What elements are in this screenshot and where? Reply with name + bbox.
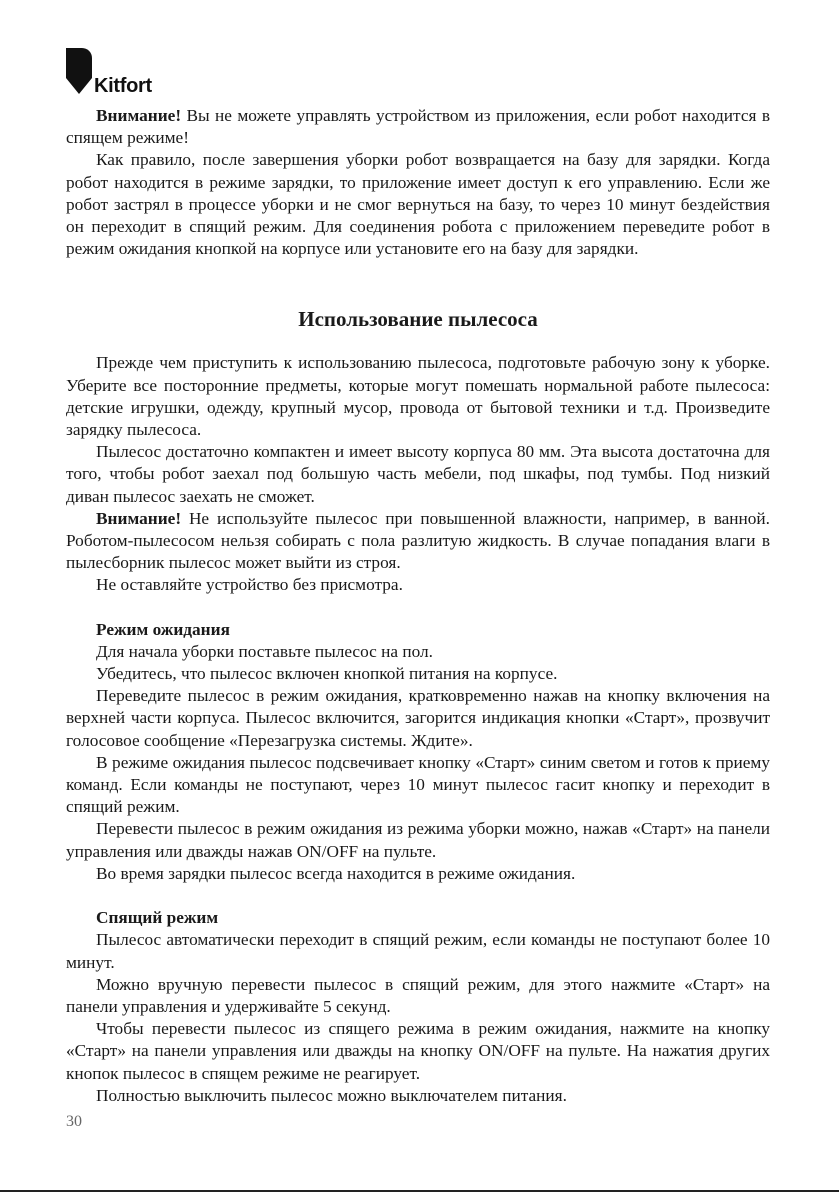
standby-paragraph-4: В режиме ожидания пылесос подсвечивает кнопку «Старт» синим светом и готов к приему команд. Если команды не поступают, через 10 минут пылесос гасит кнопку и переходит в спящий режим. — [66, 752, 770, 817]
standby-paragraph-6: Во время зарядки пылесос всегда находится в режиме ожидания. — [96, 863, 576, 883]
brand-logo — [66, 48, 176, 100]
section-title-usage: Использование пылесоса — [298, 307, 538, 332]
intro-warning — [66, 105, 770, 149]
standby-paragraph-2: Убедитесь, что пылесос включен кнопкой питания на корпусе. — [96, 664, 558, 684]
usage-warning-text: Не используйте пылесос при повышенной влажности, например, в ванной. Роботом-пылесосом нельзя собирать с пола разлитую жидкость. В случае попадания влаги в пылесборник пылесос может выйти из строя. — [66, 508, 770, 573]
standby-paragraph-1: Для начала уборки поставьте пылесос на пол. — [96, 641, 433, 661]
intro-warning-text: Вы не можете управлять устройством из приложения, если робот находится в спящем режиме! — [66, 106, 770, 148]
standby-paragraph-5: Перевести пылесос в режим ожидания из режима уборки можно, нажав «Старт» на панели управления или дважды нажав ON/OFF на пульте. — [66, 819, 770, 861]
intro-warning-label: Внимание! — [96, 106, 182, 125]
sleep-paragraph-2: Можно вручную перевести пылесос в спящий режим, для этого нажмите «Старт» на панели управления и удерживайте 5 секунд. — [66, 974, 770, 1016]
usage-paragraph-2: Пылесос достаточно компактен и имеет высоту корпуса 80 мм. Эта высота достаточна для того, чтобы робот заехал под большую часть мебели, под шкафы, под тумбы. Под низкий диван пылесос заехать не сможет. — [66, 442, 770, 506]
sleep-paragraph-4: Полностью выключить пылесос можно выключателем питания. — [96, 1085, 567, 1105]
usage-paragraph-4: Не оставляйте устройство без присмотра. — [96, 575, 403, 595]
usage-paragraph-1: Прежде чем приступить к использованию пылесоса, подготовьте рабочую зону к уборке. Уберите все посторонние предметы, которые могут помешать нормальной работе пылесоса: детские игрушки, одежду, крупный мусор, провода от бытовой техники и т.д. Произведите зарядку пылесоса. — [66, 353, 770, 440]
bottom-rule — [0, 1190, 839, 1192]
standby-paragraph-3: Переведите пылесос в режим ожидания, кратковременно нажав на кнопку включения на верхней части корпуса. Пылесос включится, загорится индикация кнопки «Старт», прозвучит голосовое сообщение «Перезагрузка системы. Ждите». — [66, 686, 770, 750]
usage-warning — [66, 508, 770, 575]
brand-name: Kitfort — [94, 75, 152, 97]
sleep-paragraph-1: Пылесос автоматически переходит в спящий режим, если команды не поступают более 10 минут. — [66, 930, 770, 972]
heading-standby-mode: Режим ожидания — [96, 619, 230, 639]
heading-sleep-mode: Спящий режим — [96, 908, 219, 928]
sleep-paragraph-3: Чтобы перевести пылесос из спящего режима в режим ожидания, нажмите на кнопку «Старт» на панели управления или дважды на кнопку ON/OFF на пульте. На нажатия других кнопок пылесос в спящем режиме не реагирует. — [66, 1019, 770, 1083]
page-content — [66, 105, 770, 1107]
kitfort-logo-icon — [66, 48, 92, 94]
usage-warning-label: Внимание! — [96, 508, 182, 528]
page-number: 30 — [66, 1113, 82, 1130]
intro-paragraph: Как правило, после завершения уборки робот возвращается на базу для зарядки. Когда робот находится в режиме зарядки, то приложение имеет доступ к его управлению. Если же робот застрял в процессе уборки и не смог вернуться на базу, то через 10 минут бездействия он переходит в спящий режим. Для соединения робота с приложением переведите робот в режим ожидания кнопкой на корпусе или установите его на базу для зарядки. — [66, 150, 770, 259]
